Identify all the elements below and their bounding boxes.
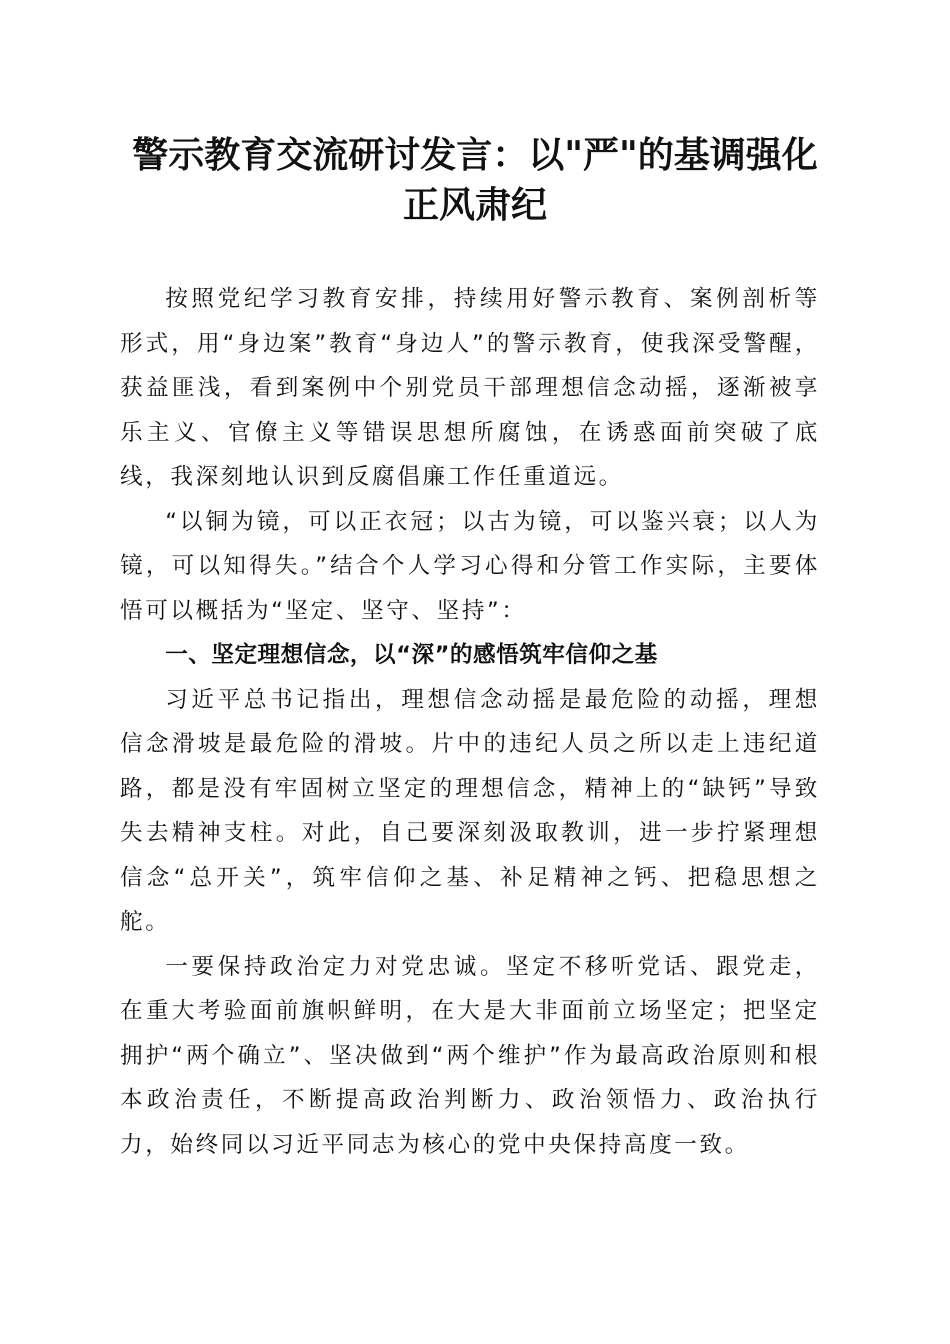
document-body: [120, 277, 820, 1167]
paragraph-quote: “以铜为镜，可以正衣冠；以古为镜，可以鉴兴衰；以人为镜，可以知得失。”结合个人学习心得和分管工作实际，主要体悟可以概括为“坚定、坚守、坚持”：: [120, 508, 820, 624]
title-line-2: 正风肃纪: [402, 184, 547, 226]
paragraph-section-1: 习近平总书记指出，理想信念动摇是最危险的动摇，理想信念滑坡是最危险的滑坡。片中的违纪人员之所以走上违纪道路，都是没有牢固树立坚定的理想信念，精神上的“缺钙”导致失去精神支柱。对此，自己要深刻汲取教训，进一步拧紧理想信念“总开关”，筑牢信仰之基、补足精神之钙、把稳思想之舵。: [120, 686, 820, 935]
paragraph-intro: 按照党纪学习教育安排，持续用好警示教育、案例剖析等形式，用“身边案”教育“身边人”的警示教育，使我深受警醒，获益匪浅，看到案例中个别党员干部理想信念动摇，逐渐被享乐主义、官僚主义等错误思想所腐蚀，在诱惑面前突破了底线，我深刻地认识到反腐倡廉工作任重道远。: [120, 286, 820, 490]
document-title: [100, 130, 850, 230]
title-line-1: 警示教育交流研讨发言：以"严"的基调强化: [132, 134, 818, 176]
paragraph-political-loyalty: 一要保持政治定力对党忠诚。坚定不移听党话、跟党走，在重大考验面前旗帜鲜明，在大是大非面前立场坚定；把坚定拥护“两个确立”、坚决做到“两个维护”作为最高政治原则和根本政治责任，不断提高政治判断力、政治领悟力、政治执行力，始终同以习近平同志为核心的党中央保持高度一致。: [120, 953, 820, 1158]
section-heading-1: 一、坚定理想信念，以“深”的感悟筑牢信仰之基: [165, 642, 658, 668]
